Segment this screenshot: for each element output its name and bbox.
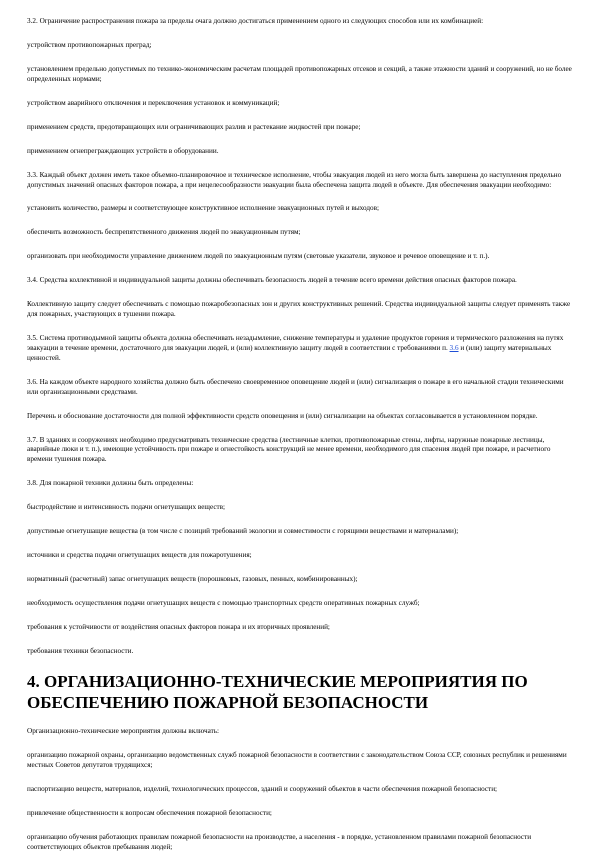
paragraph-p-3-4: 3.4. Средства коллективной и индивидуальной защиты должны обеспечивать безопасность людей в течение всего времени действия опасных факторов пожара. <box>27 276 517 285</box>
paragraph-p-collective: Коллективную защиту следует обеспечивать с помощью пожаробезопасных зон и других конструктивных решений. Средства индивидуальной защиты следует применять также для пожарных, участвующих в тушении пожара. <box>27 300 571 319</box>
paragraph-p-3-8: 3.8. Для пожарной техники должны быть определены: <box>27 479 194 488</box>
paragraph-p-list: Перечень и обоснование достаточности для полной эффективности средств оповещения и (или) сигнализации на объектах согласовывается в установленном порядке. <box>27 411 538 420</box>
bottom-section <box>27 727 575 852</box>
paragraph-p-agents: допустимые огнетушащие вещества (в том числе с позиций требований экологии и совместимости с горящими веществами и материалами); <box>27 527 459 536</box>
paragraph-3-5 <box>27 334 575 363</box>
paragraph-p-training: организацию обучения работающих правилам пожарной безопасности на производстве, а населения - в порядке, установленном правилами пожарной безопасности соответствующих объектов пребывания людей; <box>27 832 532 851</box>
clause-3-6-link[interactable]: 3.6 <box>449 344 459 352</box>
paragraph-p-3-6: 3.6. На каждом объекте народного хозяйства должно быть обеспечено своевременное оповещение людей и (или) сигнализация о пожаре в его начальной стадии техническими или организационными средствами. <box>27 377 564 396</box>
section-4-heading: 4. ОРГАНИЗАЦИОННО-ТЕХНИЧЕСКИЕ МЕРОПРИЯТИЯ ПО ОБЕСПЕЧЕНИЮ ПОЖАРНОЙ БЕЗОПАСНОСТИ <box>27 672 528 712</box>
paragraph-p-cert: паспортизацию веществ, материалов, изделий, технологических процессов, зданий и сооружений объектов в части обеспечения пожарной безопасности; <box>27 784 498 793</box>
paragraph-p-shutdown: устройством аварийного отключения и переключения установок и коммуникаций; <box>27 98 280 107</box>
paragraph-p-public: привлечение общественности к вопросам обеспечения пожарной безопасности; <box>27 808 272 817</box>
paragraph-p-sections: установлением предельно допустимых по технико-экономическим расчетам площадей противопожарных отсеков и секций, а также этажности зданий и сооружений, но не более определенных нормами; <box>27 64 572 83</box>
paragraph-p-paths: установить количество, размеры и соответствующее конструктивное исполнение эвакуационных путей и выходов; <box>27 204 380 213</box>
paragraph-p-incl: Организационно-технические мероприятия должны включать: <box>27 727 220 735</box>
top-section <box>27 17 575 320</box>
paragraph-p-spill: применением средств, предотвращающих или ограничивающих разлив и растекание жидкостей при пожаре; <box>27 122 361 131</box>
paragraph-p-3-2: 3.2. Ограничение распространения пожара за пределы очага должно достигаться применением одного из следующих способов или их комбинацией: <box>27 17 484 25</box>
paragraph-p-transport: необходимость осуществления подачи огнетушащих веществ с помощью транспортных средств оперативных пожарных служб; <box>27 599 420 608</box>
paragraph-p-arrest: применением огнепреграждающих устройств в оборудовании. <box>27 146 219 155</box>
paragraph-3-5-text-before: 3.5. Система противодымной защиты объекта должна обеспечивать незадымление, снижение температуры и удаление продуктов горения и термического разложения на путях эвакуации в течение времени, достаточного для эвакуации людей, и (или) коллективную защиту людей в соответствии с требованиями п. <box>27 334 564 352</box>
paragraph-p-speed: быстродействие и интенсивность подачи огнетушащих веществ; <box>27 503 226 512</box>
paragraph-p-guard: организацию пожарной охраны, организацию ведомственных служб пожарной безопасности в соответствии с законодательством Союза ССР, союзных республик и решениями местных Советов депутатов трудящихся; <box>27 750 567 769</box>
paragraph-p-stability: требования к устойчивости от воздействия опасных факторов пожара и их вторичных проявлений; <box>27 623 330 632</box>
paragraph-p-sources: источники и средства подачи огнетушащих веществ для пожаротушения; <box>27 551 252 560</box>
paragraph-p-reserve: нормативный (расчетный) запас огнетушащих веществ (порошковых, газовых, пенных, комбинированных); <box>27 575 358 584</box>
paragraph-p-3-7: 3.7. В зданиях и сооружениях необходимо предусматривать технические средства (лестничные клетки, противопожарные стены, лифты, наружные пожарные лестницы, аварийные люки и т. п.), имеющие устойчивость при пожаре и огнестойкость конструкций не менее времени, необходимого для спасения людей при пожаре, и расчетного времени тушения пожара. <box>27 435 551 464</box>
middle-section <box>27 378 575 657</box>
paragraph-3-5-text-after: и (или) защиту материальных ценностей. <box>27 344 552 362</box>
paragraph-p-walls: устройством противопожарных преград; <box>27 40 152 49</box>
paragraph-p-control: организовать при необходимости управление движением людей по эвакуационным путям (световые указатели, звуковое и речевое оповещение и т. п.). <box>27 252 490 261</box>
paragraph-p-safety: требования техники безопасности. <box>27 647 134 656</box>
paragraph-p-3-3: 3.3. Каждый объект должен иметь такое объемно-планировочное и техническое исполнение, чтобы эвакуация людей из него могла быть завершена до наступления предельно допустимых значений опасных факторов пожара, а при нецелесообразности эвакуации была обеспечена защита людей в объекте. Для обеспечения эвакуации необходимо: <box>27 170 562 189</box>
paragraph-p-unhindered: обеспечить возможность беспрепятственного движения людей по эвакуационным путям; <box>27 228 301 237</box>
